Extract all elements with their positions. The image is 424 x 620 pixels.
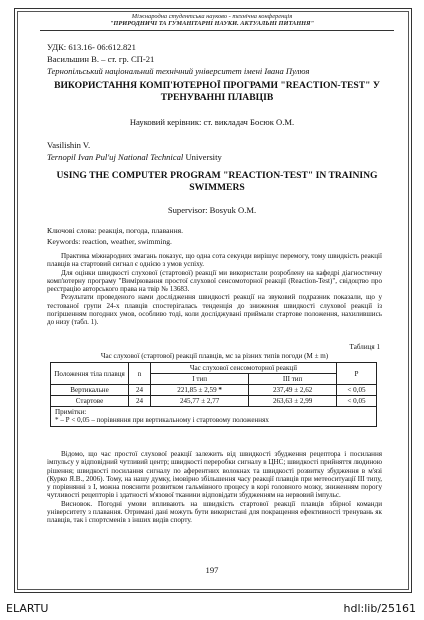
authors-ua: Васильшин В. – ст. гр. СП-21 — [47, 54, 155, 64]
col-header-p: Р — [337, 363, 377, 385]
viewer-footer — [0, 598, 424, 620]
paragraph-1: Практика міжнародних змагань показує, що одна сота секунди вирішує перемогу, тому швидкість реакції плавців на стартовий сигнал є однією з умов успіху. — [47, 252, 382, 269]
cell-position: Стартове — [51, 396, 129, 407]
keywords-en: Keywords: reaction, weather, swimming. — [47, 237, 172, 246]
cell-type1-value: 221,85 ± 2,59 — [177, 386, 217, 394]
conference-header-line2: "ПРИРОДНИЧІ ТА ГУМАНІТАРНІ НАУКИ. АКТУАЛЬНІ ПИТАННЯ" — [109, 20, 315, 28]
cell-type3: 237,49 ± 2,62 — [249, 385, 337, 396]
page-number: 197 — [205, 565, 219, 575]
cell-n: 24 — [129, 385, 151, 396]
body-section-2 — [47, 450, 382, 525]
institution-en-italic: Ternopil Ivan Pul'uj National Technical — [47, 152, 184, 162]
udk-code: УДК: 613.16- 06:612.821 — [47, 42, 136, 52]
cell-position: Вертикальне — [51, 385, 129, 396]
cell-p: < 0,05 — [337, 396, 377, 407]
paragraph-2: Для оцінки швидкості слухової (стартової) реакції ми використали розроблену на кафедрі діагностичну комп'ютерну програму "Вимірювання простої слухової сенсомоторної реакції (Reaction-Test)", свідоцтво про реєстрацію авторського права на твір № 13683. — [47, 268, 382, 294]
institution-en-tail: University — [183, 152, 222, 162]
table-caption: Час слухової (стартової) реакції плавців, мс за різних типів погоди (M ± m) — [100, 352, 329, 360]
cell-n: 24 — [129, 396, 151, 407]
title-en: USING THE COMPUTER PROGRAM "REACTION-TEST" IN TRAINING SWIMMERS — [56, 170, 378, 193]
institution-ua: Тернопільський національний технічний університет імені Івана Пулюя — [47, 66, 310, 76]
col-header-group: Час слухової сенсомоторної реакції — [151, 363, 337, 374]
table-row — [51, 396, 377, 407]
body-section-1 — [47, 252, 382, 327]
table-row — [51, 385, 377, 396]
paragraph-3: Результати проведеного нами дослідження швидкості реакції на звуковий подразник показали, що у тестованої групи 24-х плавців спостерігалась тенденція до зниження швидкості слухової реакції із погіршенням погодних умов, особливо тоді, коли досліджувані приймали стартове положення, нахилившись до низу (табл. 1). — [47, 293, 382, 327]
cell-p: < 0,05 — [337, 385, 377, 396]
supervisor-en: Supervisor: Bosyuk O.M. — [167, 205, 257, 215]
supervisor-ua: Науковий керівник: ст. викладач Босюк О.М. — [129, 117, 295, 127]
keywords-ua: Ключові слова: реакція, погода, плавання. — [47, 226, 184, 235]
paragraph-4: Відомо, що час простої слухової реакції залежить від швидкості збудження рецептора і посилання імпульсу у відповідний чутливий центр; швидкості переробки сигналу в ЦНС; швидкості прийняття людиною рішення; швидкості посилання сигналу по аферентних волокнах та швидкості розвитку збудження в м'язі (Курко Я.В., 2006). Тому, на нашу думку, імовірно збільшення часу реакції плавців при метеоситуації ІІІ типу, у порівнянні з І, можна пояснити розвитком гальмівного процесу в корі головного мозку, зниженням порогу чутливості рецепторів і здатності м'язової тканини відповідати збудженням на нервовий імпульс. — [47, 450, 382, 500]
col-header-position: Положення тіла плавця — [51, 363, 129, 385]
cell-type1: 245,77 ± 2,77 — [151, 396, 249, 407]
conference-header — [0, 13, 424, 27]
col-header-type1: І тип — [151, 374, 249, 385]
results-table — [50, 362, 377, 427]
cell-type3: 263,63 ± 2,99 — [249, 396, 337, 407]
significance-mark: * — [218, 386, 222, 394]
institution-en — [47, 152, 222, 162]
table-note-title: Примітки: — [55, 408, 87, 416]
col-header-n: n — [129, 363, 151, 385]
handle-link[interactable]: hdl:lib/25161 — [343, 602, 416, 615]
paragraph-5: Висновок. Погодні умови впливають на швидкість стартової реакції плавців збірної команди університету з плавання. Отримані дані можуть бути використані для покращення ефективності тренувань як плавців, так і спортсменів з інших видів спорту. — [47, 499, 382, 525]
repository-name: ELARTU — [6, 602, 49, 615]
header-divider — [40, 30, 394, 31]
table-note-text: * – Р < 0,05 – порівняння при вертикальному і стартовому положеннях — [55, 416, 269, 425]
col-header-type3: ІІІ тип — [249, 374, 337, 385]
cell-type1 — [151, 385, 249, 396]
title-ua: ВИКОРИСТАННЯ КОМП'ЮТЕРНОЇ ПРОГРАМИ "REACTION-TEST" У ТРЕНУВАННІ ПЛАВЦІВ — [54, 80, 380, 103]
table-label: Таблиця 1 — [349, 343, 380, 351]
author-en: Vasilishin V. — [47, 140, 91, 150]
table-note — [51, 407, 377, 427]
conference-header-line1: Міжнародна студентська науково - технічна конференція — [131, 13, 293, 20]
